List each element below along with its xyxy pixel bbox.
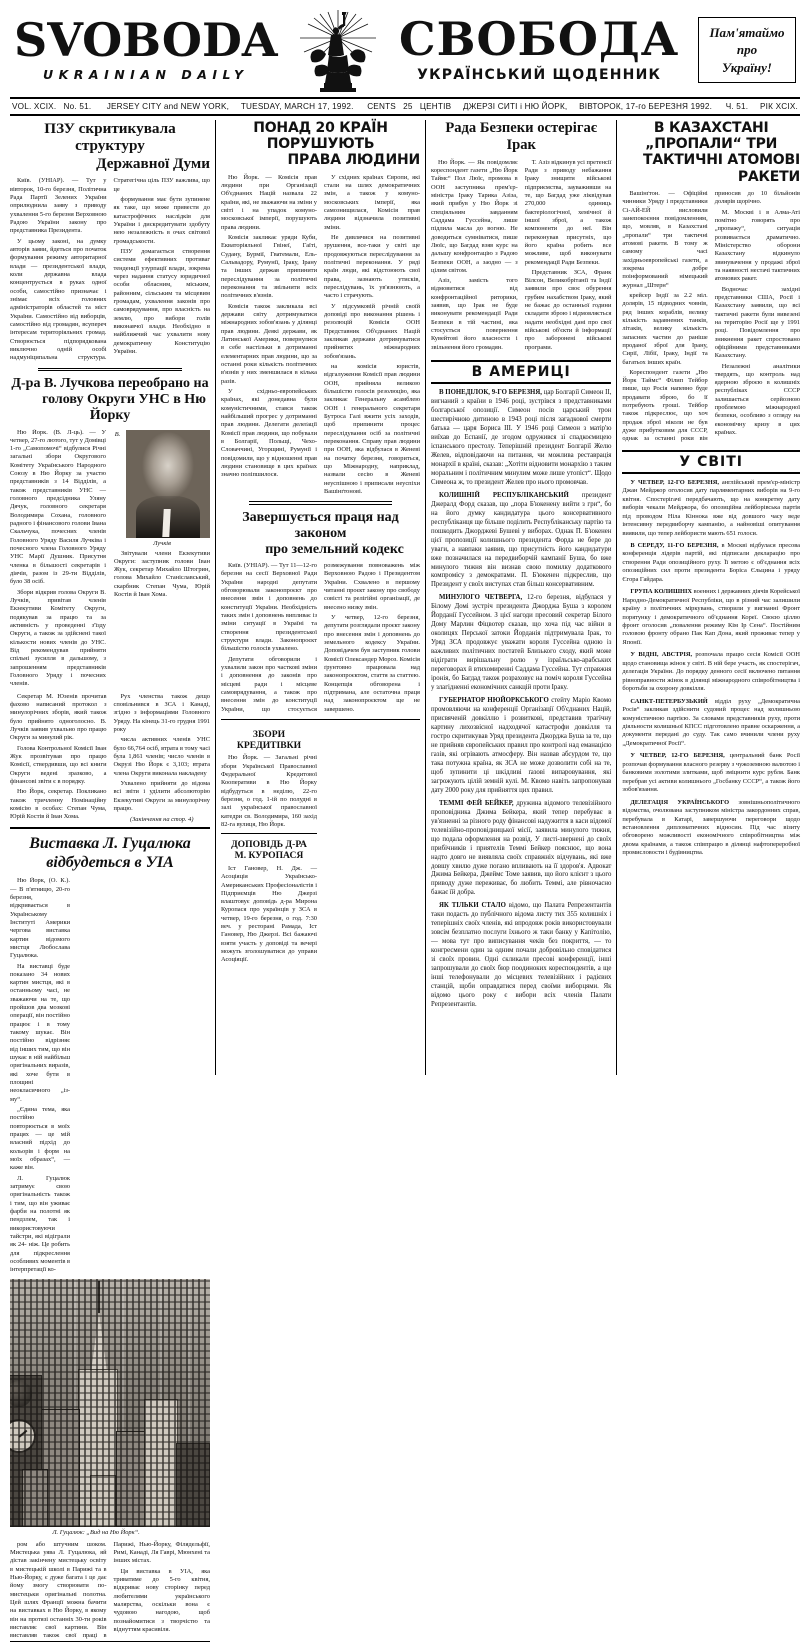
folio-date-english: TUESDAY, MARCH 17, 1992. bbox=[240, 102, 354, 111]
headline-hutsaliuk-exhibit: Виставка Л. Гуцалюка відбудеться в УІА bbox=[29, 835, 191, 871]
brief-text: відділ руху „Демократична Росія“ закликав здійснити судовий процес над колишньою комуністичною партією. За словами представників руху, проти діяльности колишньої КПСС підготовлено правне оскарження, а документи передані до суду. Так само вчинили члени руху „Демократичної Росії“. bbox=[622, 697, 800, 747]
paragraph: У східних країнах Європи, які стали на шлях демократичних змін, а також у комуно-московських імперії, яка самознищилася, Комісія прав людини відзначила позитивні зміни. bbox=[324, 173, 420, 231]
masthead-title-english: SVOBODA bbox=[14, 13, 278, 68]
headline-pzu-duma bbox=[10, 120, 210, 172]
photo-caption-hutsaliuk-painting: Л. Гуцалюк: „Вид на Ню Йорк“. bbox=[52, 1528, 140, 1536]
headline-line-2: ПРАВА ЛЮДИНИ bbox=[287, 152, 420, 169]
masthead-ukrainian-nameplate bbox=[398, 12, 680, 83]
news-brief bbox=[622, 651, 800, 693]
column-rule bbox=[425, 120, 426, 1075]
paragraph: На виставці буде показано 34 нових картин мистця, які в останньому часі, не зважаючи на те, що пройшов два мозкові операції, він постійно працює і в тому такому шукає. Він постійно відрізняє від інших тим, що він шукає в ній найбільш оригінальних виразів, які хоче бути в площині неокласичного „із- му“. bbox=[10, 962, 70, 1103]
brief-text: 12-го березня, відбулася у Білому Домі зустріч президента Джорджа Буша з королем Йорданії Гуссейном. З цієї нагоди пресовий секретар Білого Дому Марлин Фіцвотер сказав, що хоча під час війни в околицях Перської затоки Йорданія підтримувала Ірак, то Уряд ЗСА продовжує уважати короля Гуссейна одною із важливих політичних постатей Близького сходу, який може відіграти вирішальну ролю у ізраїльсько-арабських переговорах й втихомиренні Саддама Гуссейна. Тут справжня іронія, бо Багдад також розраховує на поміч короля Гуссейна у злагідненні економічних санкцій проти Іраку. bbox=[431, 594, 612, 692]
article-luchkiv-reelected-unc-ny bbox=[10, 376, 210, 824]
paragraph: Київ. (УНІАР). — Тут у вівторок, 10-го березня, Політична Рада Партії Зелених України оприлюднила заяву з приводу ухвалення 5-го березня Верховною Радою України закону про представника Президента. bbox=[10, 177, 107, 235]
headline-human-rights bbox=[221, 120, 420, 169]
brief-lead-in: У ЧЕТВЕР, 12-ГО БЕРЕЗНЯ, bbox=[630, 478, 719, 486]
heading-line-2: М. КУРОПАСЯ bbox=[234, 850, 304, 862]
brief-lead-in: ГРУПА КОЛИШНІХ bbox=[630, 588, 693, 596]
paragraph: Секретар М. Юзенів прочитав фахово написаний протокол з минулорічних зборів, який також було прийнято одноголосно. В. Лучків заявив ухвально про працю Округи за минулий рік. bbox=[10, 692, 107, 742]
news-brief bbox=[431, 800, 611, 899]
paragraph: формування має бути зупинене як таке, що може привести до катастрофічних наслідків для України і дискредитувати здобуту нею незалежність в очах світової громадськости. bbox=[113, 196, 210, 245]
folio-volume-ukrainian: РІК XCIX. bbox=[760, 102, 798, 111]
masthead-english-nameplate bbox=[14, 13, 278, 82]
photo-caption-luchkiv: В. Лучків bbox=[114, 430, 171, 547]
brief-lead-in: У ЧЕТВЕР, 12-ГО БЕРЕЗНЯ, bbox=[630, 752, 725, 760]
exhibit-feature-block bbox=[10, 827, 210, 1641]
news-brief bbox=[622, 752, 800, 794]
paragraph: Ню Йорк. — Як повідомляє кореспондент газети „Ню Йорк Таймс“ Пол Люїс, промова в ООН заступника прем'єр-міністра Іраку Тарика Азіза, який прибув у Ню Йорк зі спеціяльним завданням Саддама Гуссейна, лише підлила масла до вогню. Не доводиться сумніватися, пише Люїс, що Багдад взяв курс на дальшу конфронтацію з Радою Безпеки ООН, а заодно — з цілим світом. bbox=[431, 158, 518, 274]
article-body-luchkiv-lower bbox=[10, 693, 210, 825]
folio-issue-number-ukrainian: Ч. 51. bbox=[725, 102, 749, 111]
news-brief bbox=[431, 697, 611, 796]
brief-lead-in: У ВІДНІ, АВСТРІЯ, bbox=[630, 651, 693, 659]
headline-line-1: В КАЗАХСТАНІ „ПРОПАЛИ“ ТРИ bbox=[645, 120, 778, 153]
brief-lead-in: МИНУЛОГО ЧЕТВЕРГА, bbox=[439, 594, 523, 602]
america-news-briefs bbox=[431, 389, 611, 1010]
continuation-note-luchkiv: (Закінчення на стор. 4) bbox=[129, 816, 194, 824]
paragraph: Т. Азіз відкинув усі претенсії Ради з приводу небажання Іраку знищити військові підприємства, зауваживши на те, що Багдад уже ліквідував 270,000 одиниць бактеріологічної, хемічної й іншої зброї, а також компоненти до неї. Він переконував присутніх, що його країна робить все можливе, щоб виконувати рекомендації Ради Безпеки. bbox=[524, 158, 612, 266]
headline-security-council-iraq: Рада Безпеки остерігає Ірак bbox=[445, 120, 598, 153]
column-4 bbox=[622, 120, 800, 1075]
folio-city-ukrainian: ДЖЕРЗІ СИТІ і НЮ ЙОРК, bbox=[463, 102, 568, 111]
paragraph: Кореспондент газети „Ню Йорк Таймс“ Філип Тейбор пише, що Росія напевно буде продавати зброю, бо її потребують гроші. Тейбор також підкреслює, що хоч продаж зброї ніколи не був дуже прибутковим для СССР, однак за останні роки він приносив до 10 більйонів долярів щорічно. bbox=[622, 189, 800, 443]
paragraph: Комісія також закликала всі держави світу дотримуватися міжнародних зобов'язань у ділянці прав людини. Деякі держави, як Латинської Америки, повернулися в себе настільки в дотриманні елементарних прав людини, що за останні роки кількість політичних в'язнів у них зменшилася в кілька разів. bbox=[221, 302, 317, 385]
news-brief bbox=[431, 492, 611, 591]
column-rule bbox=[616, 120, 617, 1075]
headline-line-2: ТАКТИЧНІ АТОМОВІ РАКЕТИ bbox=[642, 152, 800, 185]
column-2 bbox=[221, 120, 420, 1075]
paragraph: Комісія закликає уряди Куби, Екваторіяльної Гвінеї, Гаїті, Судану, Бурмії, Гватемали, Ель-Сальвадору, Румунії, Іраку, Ірану та інших держав припинити переслідування за політичні переконання та звільнити всіх політичних в'язнів. bbox=[221, 234, 317, 300]
brief-text: президент Джералд Форд сказав, що „пора Б'юкенену вийти з гри“, бо на його думку кандидатура цього консервативного республіканця ще більше поділить Республіканську партію та пошкодить Джорджеві Бушеві у виборах. Однак П. Б'юкенен цієї пропозиції колишнього президента Форда не бере до уваги, а навпаки заявив, що присутність його кандидатури вже позначилася на передвиборчій кампанії Буша, бо вже минулого тижня він визнав свою помилку додаткового компромісу з демократами. П. Б'юкенен підкреслив, що Президент у своїх виступах став більш консервативним. bbox=[431, 491, 612, 589]
paragraph: Збори відкрив голова Округи В. Лучків, привітав членів Екзекутиви Комітету Округи, подякував за працю та за активність у проведенні з'їзду Округи, а також за здійснені такої кількости нових членів до УНС. Від рекомендував прийняти спільні зусилля в дальшому, з запрошенням представників Головного Уряду і почесних членів. bbox=[10, 588, 106, 688]
paragraph: „Єдина тема, яка постійно повторюється в моїх працях — це мій власний підхід до кольорів і форм на моїх образах“, — каже він. bbox=[10, 1106, 70, 1172]
article-body-iraq bbox=[431, 159, 611, 355]
brief-lead-in: ДЕЛЕГАЦІЯ УКРАЇНСЬКОГО bbox=[630, 798, 730, 806]
brief-text: зовнішньополітичного відомства, очолювана заступником міністра закордонних справ, перебувала в Катарі, завершуючи переговори щодо встановлення дипломатичних відносин. Під час візиту обговорено можливості економічного співробітництва між двома країнами, а також співпрацю в ділянці нафтопереробної промисловости і будівництва. bbox=[622, 798, 800, 857]
masthead-subtitle-ukrainian: УКРАЇНСЬКИЙ ЩОДЕННИК bbox=[417, 66, 662, 83]
brief-lead-in: ГУБЕРНАТОР НЮЙОРКСЬКОГО bbox=[439, 697, 549, 705]
headline-line-2: про земельний кодекс bbox=[265, 541, 404, 557]
paragraph: Голова Контрольної Комісії Іван Жук прозвітував про працю Комісії, ствердивши, що всі книги Округи ведені зразково, а фінансові звіти є в порядку. bbox=[10, 744, 107, 785]
paragraph: на комісія юристів, відгалуження Комісії прав людини ООН, прийняла великою більшістю голосів резолюцію, яка закликає Генеральну асамблею ООН і генерального секретаря Бутроса Галі вжити усіх заходів, щоб припинити процес переслідування осіб за політичні переконання. Справу прав людини при ООН, яка відбулася в Женеві на початку березня, говориться, що Міжнародну, наприклад, назвали сесію в Женеві неуспішною і приписали неуспіхи Вашінґтонові. bbox=[324, 362, 420, 495]
folio-volume: VOL. XCIX. bbox=[12, 102, 57, 111]
article-pzu-criticized-duma-structure bbox=[10, 120, 210, 363]
paragraph: Л. Гуцалюк затримує свою оригінальність також і тим, що він уживає фарби на полотні як пендзлем, так і використовуючи тайстри, які відіграли як 24- ніж. Це робить для підкреслення особливих моментів в інтерпретації ко- bbox=[10, 1174, 70, 1274]
headline-line-1: ПЗУ скритикувала структуру bbox=[44, 120, 176, 155]
headline-land-code bbox=[221, 510, 420, 558]
brief-lead-in: ТЕММІ ФЕЙ БЕЙКЕР, bbox=[439, 799, 514, 807]
news-brief bbox=[622, 588, 800, 647]
brief-text: центральний банк Росії розпочав формування власного резерву з чужоземною валютою і банковими золотими злитками, щоб зміцнити курс рубля. Банк перебрав усі активи колишнього „Госбанку СССР“, а також його зобов'язання. bbox=[622, 752, 800, 794]
news-brief bbox=[431, 594, 611, 693]
heading-line-1: ДОПОВІДЬ Д-РА bbox=[231, 839, 307, 851]
masthead bbox=[10, 6, 800, 92]
paragraph: ПЗУ домагається створення системи ефективних противаг тенденції узурпації влади, зокрема через надання статусу юридичної особи обласним, міським, районним, сільським та місцевим громадам, ухвалення законів про самоврядування, про власність на землю, про вибори голів виконавчої влади. Необхідно в найближчий час ухвалити нову демократичну Конституцію України. bbox=[113, 248, 210, 355]
news-brief bbox=[431, 902, 611, 1010]
paragraph: Представник ЗСА, Франк Вілсон, Великобрітанії та Індії заявили про своє обурення грубим нахабством Іраку, який не бажає до останньої години складати зброю і відмовляється надати необхідні дані про свої військові об'єкти й інформації про заборонені військові програми. bbox=[524, 268, 612, 351]
brief-lead-in: КОЛИШНІЙ РЕСПУБЛІКАНСЬКИЙ bbox=[439, 491, 569, 499]
paragraph: Ця виставка в УІА, яка триватиме до 5-го квітня, відкриває нову сторінку перед любителями українського малярства, оскільки вона є чудовою нагодою, щоб познайомитися з творчістю та віднуттям красивіля. bbox=[113, 1567, 210, 1633]
news-brief bbox=[622, 479, 800, 538]
headline-luchkiv bbox=[10, 376, 210, 424]
statue-of-liberty-emblem-icon bbox=[290, 8, 386, 92]
brief-text: в Москві відбулася пресова конференція лідерів партій, які підписали декларацію про створення Ради опозиційного руху. Її метою є об'єднання всіх опозиційних сил проти президента Боріса Єльцина і уряду Єгора Гайдара. bbox=[622, 541, 800, 583]
article-body-hutsaliuk-lower bbox=[10, 1541, 210, 1641]
paragraph: У східньо-европейських країнах, які донедавна були комуністичними, стався також найбільший прогрес у дотриманні прав людини. Делегати делеґації Комісії прав людини, що побували в Болгарії, Польщі, Чехо-Словаччині, Угорщині, Румунії і повідомили, що у відношенні прав людини становище в цих країнах значно поліпшилося. bbox=[221, 387, 317, 479]
paragraph: Депутати обговорили і ухвалили закон про часткові зміни і доповнення до законів про місцеві ради і місцеве самоврядування, а також про внесення змін до конституції України, що стосується розмежування повноважень між Верховною Радою і Президентом України. Схвалено в першому читанні проєкт закону про свободу совісті та релігійні організації, де внесено низку змін. bbox=[221, 562, 420, 713]
brief-text: цар Болгарії Симеон II, вигнаний з країни в 1946 році, зустрівся з представниками болгарської опозиції. Симеон посів царський трон шестирічною дитиною в 1943 році після загадкової смерти батька — царя Бориса III. У 1946 році Симеон з матір'ю виїхав до Еспанії, де згодом одружився зі спадкоємицею іспанського престолу. Теперішній президент Болгарії Желю Желев, відповідаючи на питання, чи можлива реставрація монархії в країні, сказав: „Хотіти відновити монархію з таким моральним і політичним минулим може лише утопіст“. Щодо Симеона ж, то президент Желев про нього промовчав. bbox=[431, 389, 612, 486]
paragraph: ром або штучним шоком. Мистецька уява Л. Гуцалюка, яй дістав закінчену мистецьку освіту в мистецькій школі в Парижі та в Нью-Йорку, є дуже багата і це дає йому змогу створювати по-мистецьки оригінальні полотна. Цей шлях Франції можна бачити на виставках в Ню Йорку, в якому він на протязі останніх 30-ти років виставляє свої картини. Він виставляв також свої праці в Парижі, Нью-Йорку, Філядельфії, Римі, Канаді, Ля Гаврі, Мюнхені та інших містах. bbox=[10, 1540, 210, 1640]
brief-text: розпочала працю сесія Комісії ООН щодо становища жінок у світі. В ній бере участь, як спостерігач, делегація України. До порядку денного сесії включено питання рівноправности жінок в ділянці міжнародного співробітництва і боротьби за охорону довкілля. bbox=[622, 651, 800, 693]
brief-text: відомо, що Палата Репрезентантів таки подасть до публічного відома листу тих 355 колишніх і теперішніх своїх членів, які впродовж років використовували зовсім безплатно послуги їхнього ж таки банку у Капітолію, — мова тут про виписування чеків без покриття, — то конгресмени один за одним почали добровільно сповідатися зі своїх провин. Одні скликали пресові конференції, інші запрошували до своїх бюр поодиноких кореспондентів, а ще інші телефонували до місцевих телевізійних і радієвих станцій, щоби оправдатися перед своїми виборцями. Як відомо цього року є вибори всіх членів Палати Репрезентантів. bbox=[431, 902, 612, 1009]
headline-line-1: Завершується праця над законом bbox=[242, 509, 399, 541]
headline-line-2: голову Округи УНС в Ню Йорку bbox=[42, 392, 206, 424]
paragraph: Ню Йорк. (В. Л-ць). — У четвер, 27-го лютого, тут у Домівці 1-го „Самопомочі“ відбулися Річні загальні збори Округового Комітету Українського Народного Союзу в Ню Йорку за участю представників з 14 Відділів, а також представників УНС — головного предсідника Уляну Дячук, головного секретаря Володимира Сохана, головного радного і фінансового голови Івана Скальчука, почесних членів Головного Уряду Василя Лучківа і почесного члена Головного Уряду УНС Марії Душник. Присутня членка в більшості секретарів і діячів, разом із 29-ти Відділів, було 38 осіб. bbox=[10, 428, 107, 586]
folio-issue-number: No. 51. bbox=[63, 102, 92, 111]
paragraph: Звітували члени Екзекутиви Округи: заступник голови Іван Жук, секретар Михайло Штогрин, голова Михайло Станіславський, скарбник Степан Чума, Юрій Костів й Іван Хома. bbox=[114, 549, 210, 599]
brief-lead-in: В СЕРЕДУ, 11-ГО БЕРЕЗНЯ, bbox=[630, 541, 719, 549]
paragraph: Рух членства також дещо сповільнився в ЗСА і Канаді, згідно з інформаціями Головного Уряду. На кінець 31-го грудня 1991 року bbox=[113, 692, 210, 733]
promo-line-1: Пам'ятаймо bbox=[709, 24, 785, 40]
section-divider bbox=[221, 833, 317, 834]
paragraph: Ню Йорк, секретар. Покликано також тричленну Номінаційну комісію в особах: Степан Чума, Юрій Костів й Іван Хома. bbox=[10, 788, 107, 821]
brief-text: дружина відомого телевізійного проповідника Джима Бейкера, який тепер перебуває в ув'язненні за різного роду фінансові надужиття в каси відомої телевізійно-проповідницької місії, заявила минулого тижня, що подала оформлення на розвід. У листі-звернені до своїх прибічників і приятелів Теммі Бейкер пояснює, що вона надто довго не виявляла своїх справжніх відчувань, які вже довшу хвилю дуже погано впливають на її здоров'я. Адвокат Джима Бейкера, Джеймс Томе заявив, що його клієнт з цього приводу дуже переживає, бо любить Теммі, але рівночасно бажає їй добра. bbox=[431, 799, 612, 897]
article-body-human-rights bbox=[221, 174, 420, 496]
section-divider bbox=[249, 501, 392, 505]
brief-text: военних і державних діячів Корейської Народно-Демократичної Республіки, що в різний час залишили країну з політичних міркувань, створили у вигнанні Фронт порятунку і демократичного об'єднання Кореї. Своєю ціллю фронт оголосив „повалення режиму Кім Ір Сена“. Постійним головою фронту обрано Пак Кап Дона, який проживає тепер у Японії. bbox=[622, 588, 801, 646]
paragraph: Незалежні аналітики твердять, що контроль над ядерною зброєю в колишніх республіках СССР залишається серйозною проблемою міжнародної безпеки, особливо з огляду на економічну кризу в цих країнах. bbox=[714, 362, 800, 437]
article-body-land-code bbox=[221, 562, 420, 715]
brief-text: англійський прем'єр-міністр Джан Мейджор оголосив дату парляментарних виборів на 9-го квітня. Спостерігачі передбачають, що на конкретну дату виборів чекали Мейджора, бо опозиційна лейборівська партія під проводом Ніла Кіннока вже від довшого часу веде інтенсивну передвиборчу кампанію, а найновіші опитування виявили, що тепер лейбористи мають 651 голоси. bbox=[622, 478, 800, 537]
folio-city-english: JERSEY CITY and NEW YORK, bbox=[106, 102, 230, 111]
column-1 bbox=[10, 120, 210, 1640]
brief-lead-in: САНКТ-ПЕТЕРБУЗЬКИЙ bbox=[630, 697, 708, 705]
paragraph: Водночас західні представники США, Росії і Казахстану заявили, що всі тактичні ракети були вивезені на територію Росії ще у 1991 році. Повідомлення про зникнення ракет спростовано офіційними представниками Казахстану. bbox=[714, 285, 800, 360]
column-3 bbox=[431, 120, 611, 1075]
column-rule bbox=[215, 120, 216, 1075]
paragraph: Ню Йорк. — Комісія прав людини при Організації Об'єднаних Націй назвала 22 країни, які, не зважаючи на зміни у світі і на упадок комуно-московської імперії, порушують права людини. bbox=[221, 173, 317, 231]
promo-line-2: про bbox=[736, 42, 758, 58]
paragraph: Ухвалено прийняти до відома всі звіти і уділити абсолюторію Екзекутиві Округи за минулорічну працю. bbox=[113, 779, 210, 812]
article-body-pzu bbox=[10, 177, 210, 362]
paragraph: Ню Йорк. — Загальні річні збори Української Православної Федеральної Кредитової Кооперативи в Ню Йорку відбудуться в неділю, 22-го березня, о год. 1-ій по полудні в залі української православної катедри св. Володимира, 160 захід 82-га вулиця, Ню Йорк. bbox=[221, 754, 317, 829]
paragraph: У підсумковій річній своїй доповіді про виконання рішень і резолюцій Комісія ООН Представник Об'єднаних Націй закликав держави дотримуватися прийнятих міжнародних зобов'язань. bbox=[324, 302, 420, 360]
news-brief bbox=[622, 799, 800, 858]
painting-photo-view-of-new-york bbox=[10, 1279, 210, 1527]
section-header-in-the-world: У СВІТІ bbox=[622, 450, 800, 474]
section-divider bbox=[38, 368, 182, 372]
remember-ukraine-promo-box bbox=[698, 17, 796, 83]
paragraph: числа активних членів УНС було 66,764 осіб, втрата в тому часі була 1,861 членів; число членів в Окрузі Ню Йорк є 3,103; втрата члена Округи виконала накладену bbox=[113, 736, 210, 777]
article-kazakhstan-missing-nuclear-missiles bbox=[622, 120, 800, 444]
paragraph: крейсер Індії за 2.2 міл. долярів, 15 підводних човнів, ряд інших кораблів, велику кількість задавнених танків, літаків, велику кількість запасних частин до раніше проданої зброї для Ірану, Сирії, Лібії, Іраку, Індії та багатьох інших країн. bbox=[622, 291, 708, 366]
folio-price-number: 25 bbox=[403, 102, 413, 111]
heading-credit-union-meeting: ЗБОРИ КРЕДИТІВКИ bbox=[236, 728, 302, 751]
article-security-council-warns-iraq bbox=[431, 120, 611, 354]
paragraph: У четвер, 12-го березня, депутати розглядали проєкт закону про внесення змін і доповнень до земельного кодексу України. Доповідачем був заступник голови Комісії Олександер Мороз. Комісія ґрунтовно працювала над законопроєктом, стаття за статтею. Концепція обговорена і підтримана, але остаточна праця над законопроєктом ще не завершено. bbox=[324, 614, 420, 713]
article-20-countries-violate-human-rights bbox=[221, 120, 420, 496]
headline-kazakhstan-missiles bbox=[622, 120, 800, 185]
news-brief bbox=[622, 698, 800, 749]
article-land-code-law bbox=[221, 510, 420, 715]
folio-date-ukrainian: ВІВТОРОК, 17-го БЕРЕЗНЯ 1992. bbox=[579, 102, 713, 111]
promo-line-3: Україну! bbox=[722, 59, 772, 75]
brief-text: стейту Маріо Квомо промовляючи на конференції Організації Об'єднаних Націй, присвяченій довкіллю і розвиткові, представив трагічну картину лихозвісної надходячої катастрофи довкілля та гостро скритикував Уряд президента Джорджа Буша за те, що не прийняв європейських правил про контролі над еманацією газів, які огрівають атмосферу. Він назвав абсурдом те, що така потужна країна, як ЗСА не може дозволити собі на те, щоб зупинити ці шкідливі ґазові випаровування, які загрожують цілій земній кулі. М. Квомо навіть запропонував дату 2000 року для прийняття цих правил. bbox=[431, 697, 612, 794]
paragraph: Не дивлячися на позитивні зрушення, все-таки у світі ще продовжуються переслідування за політичні переконання. У ряді країн люди, які відстоюють свої права, зазнають утисків, переслідувань, їх ув'язнюють, а часто і страчують. bbox=[324, 234, 420, 300]
paragraph: М. Москві і в Алма-Аті помітно говорять про „пропажу“, ситуація розвивається драматично. Міністерство оборони Казахстану відкинуло звинувачення у продажі зброї та наявності нестачі тактичних атомових ракет. bbox=[714, 208, 800, 283]
content-columns bbox=[10, 120, 801, 1640]
article-hutsaliuk-exhibit-uia bbox=[10, 835, 210, 1640]
news-brief bbox=[431, 389, 611, 488]
brief-lead-in: ЯК ТІЛЬКИ СТАЛО bbox=[439, 902, 506, 910]
section-divider bbox=[221, 719, 420, 720]
world-news-briefs bbox=[622, 479, 800, 858]
headline-line-1: Д-ра В. Лучкова переобрано на bbox=[11, 376, 209, 392]
paragraph: Ню Йорк, (О. К.). — В п'ятницю, 20-го березня, відкривається в Українському Інституті Америки чергова виставка картин відомого мистця Любослава Гуцалюка. bbox=[10, 877, 70, 960]
headline-line-2: Державної Думи bbox=[96, 154, 210, 172]
paragraph: Київ. (УНІАР). — Тут 11—12-го березня на сесії Верховної Ради України народні депутати обговорювали законопроєкт про внесення змін і доповнень до конституції України. Необхідність таких змін і доповнень випливає із зміни ситуації в Україні та створення президентської структури влади. Законопроєкт більшістю голосів ухвалено. bbox=[221, 562, 317, 653]
paragraph: Вашінґтон. — Офіційні чинники Уряду і представники Сі-АЙ-ЕЙ висловили занепокоєння повідомленням, що, мовляв, в Казахстані „пропали“ три тактичні атомові ракети. В тому ж самому часі західньоевропейські газети, а зокрема добре поінформований німецький журнал „Штерн“ bbox=[622, 189, 708, 289]
section-header-in-america: В АМЕРИЦІ bbox=[431, 360, 611, 384]
paragraph: Азіз, замість того відмовитися від конфронтаційної риторики, заявив, що Ірак не буде виконувати рекомендації Ради Безпеки в тій частині, яка стосується повернення Кувейтові його власности і звільнення його громадян. bbox=[431, 277, 518, 351]
headline-line-1: ПОНАД 20 КРАЇН ПОРУШУЮТЬ bbox=[253, 120, 388, 153]
heading-kuropas-lecture bbox=[221, 840, 317, 861]
news-brief bbox=[622, 542, 800, 584]
portrait-photo-v-luchkiv bbox=[126, 430, 210, 538]
folio-price-label-english: CENTS bbox=[367, 102, 396, 111]
brief-lead-in: В ПОНЕДІЛОК, 9-ГО БЕРЕЗНЯ, bbox=[439, 389, 542, 397]
folio-price-label-ukrainian: ЦЕНТІВ bbox=[419, 102, 452, 111]
folio-bar bbox=[10, 97, 800, 116]
article-body-kazakhstan bbox=[622, 190, 800, 444]
paragraph: У цьому законі, на думку авторів заяви, йдеться про початок формування режиму авторитарної влади — президентської влади, коли державна влада концентрується в руках одної особи, самостійно призначає і знімає всіх головних адміністраторів областей та міст України. Самостійно від виборців, самостійно від громадян, всупереч інтересам територіяльних громад. Створюється підпорядкована виключно одній особі надмуніципальна структура. Стратегічна ціль ПЗУ важлива, що це bbox=[10, 177, 210, 362]
masthead-title-ukrainian: СВОБОДА bbox=[398, 12, 680, 67]
masthead-subtitle-english: UKRAINIAN DAILY bbox=[42, 66, 249, 82]
paragraph: Іст Гановер, Н. Дж. — Асоціяція Українсько-Американських Професіоналістів і Підприємців Ню Джерзі влаштовує доповідь д-ра Мирона Куропася про українців у ЗСА в четвер, 19-го березня, о год. 7:30 веч. у ресторані Рамада, Іст Гановер, Ню Джерзі. Всі бажаючі взяти участь у доповіді та вечері можуть зголошуватися до управи Асоціяції. bbox=[221, 864, 317, 964]
